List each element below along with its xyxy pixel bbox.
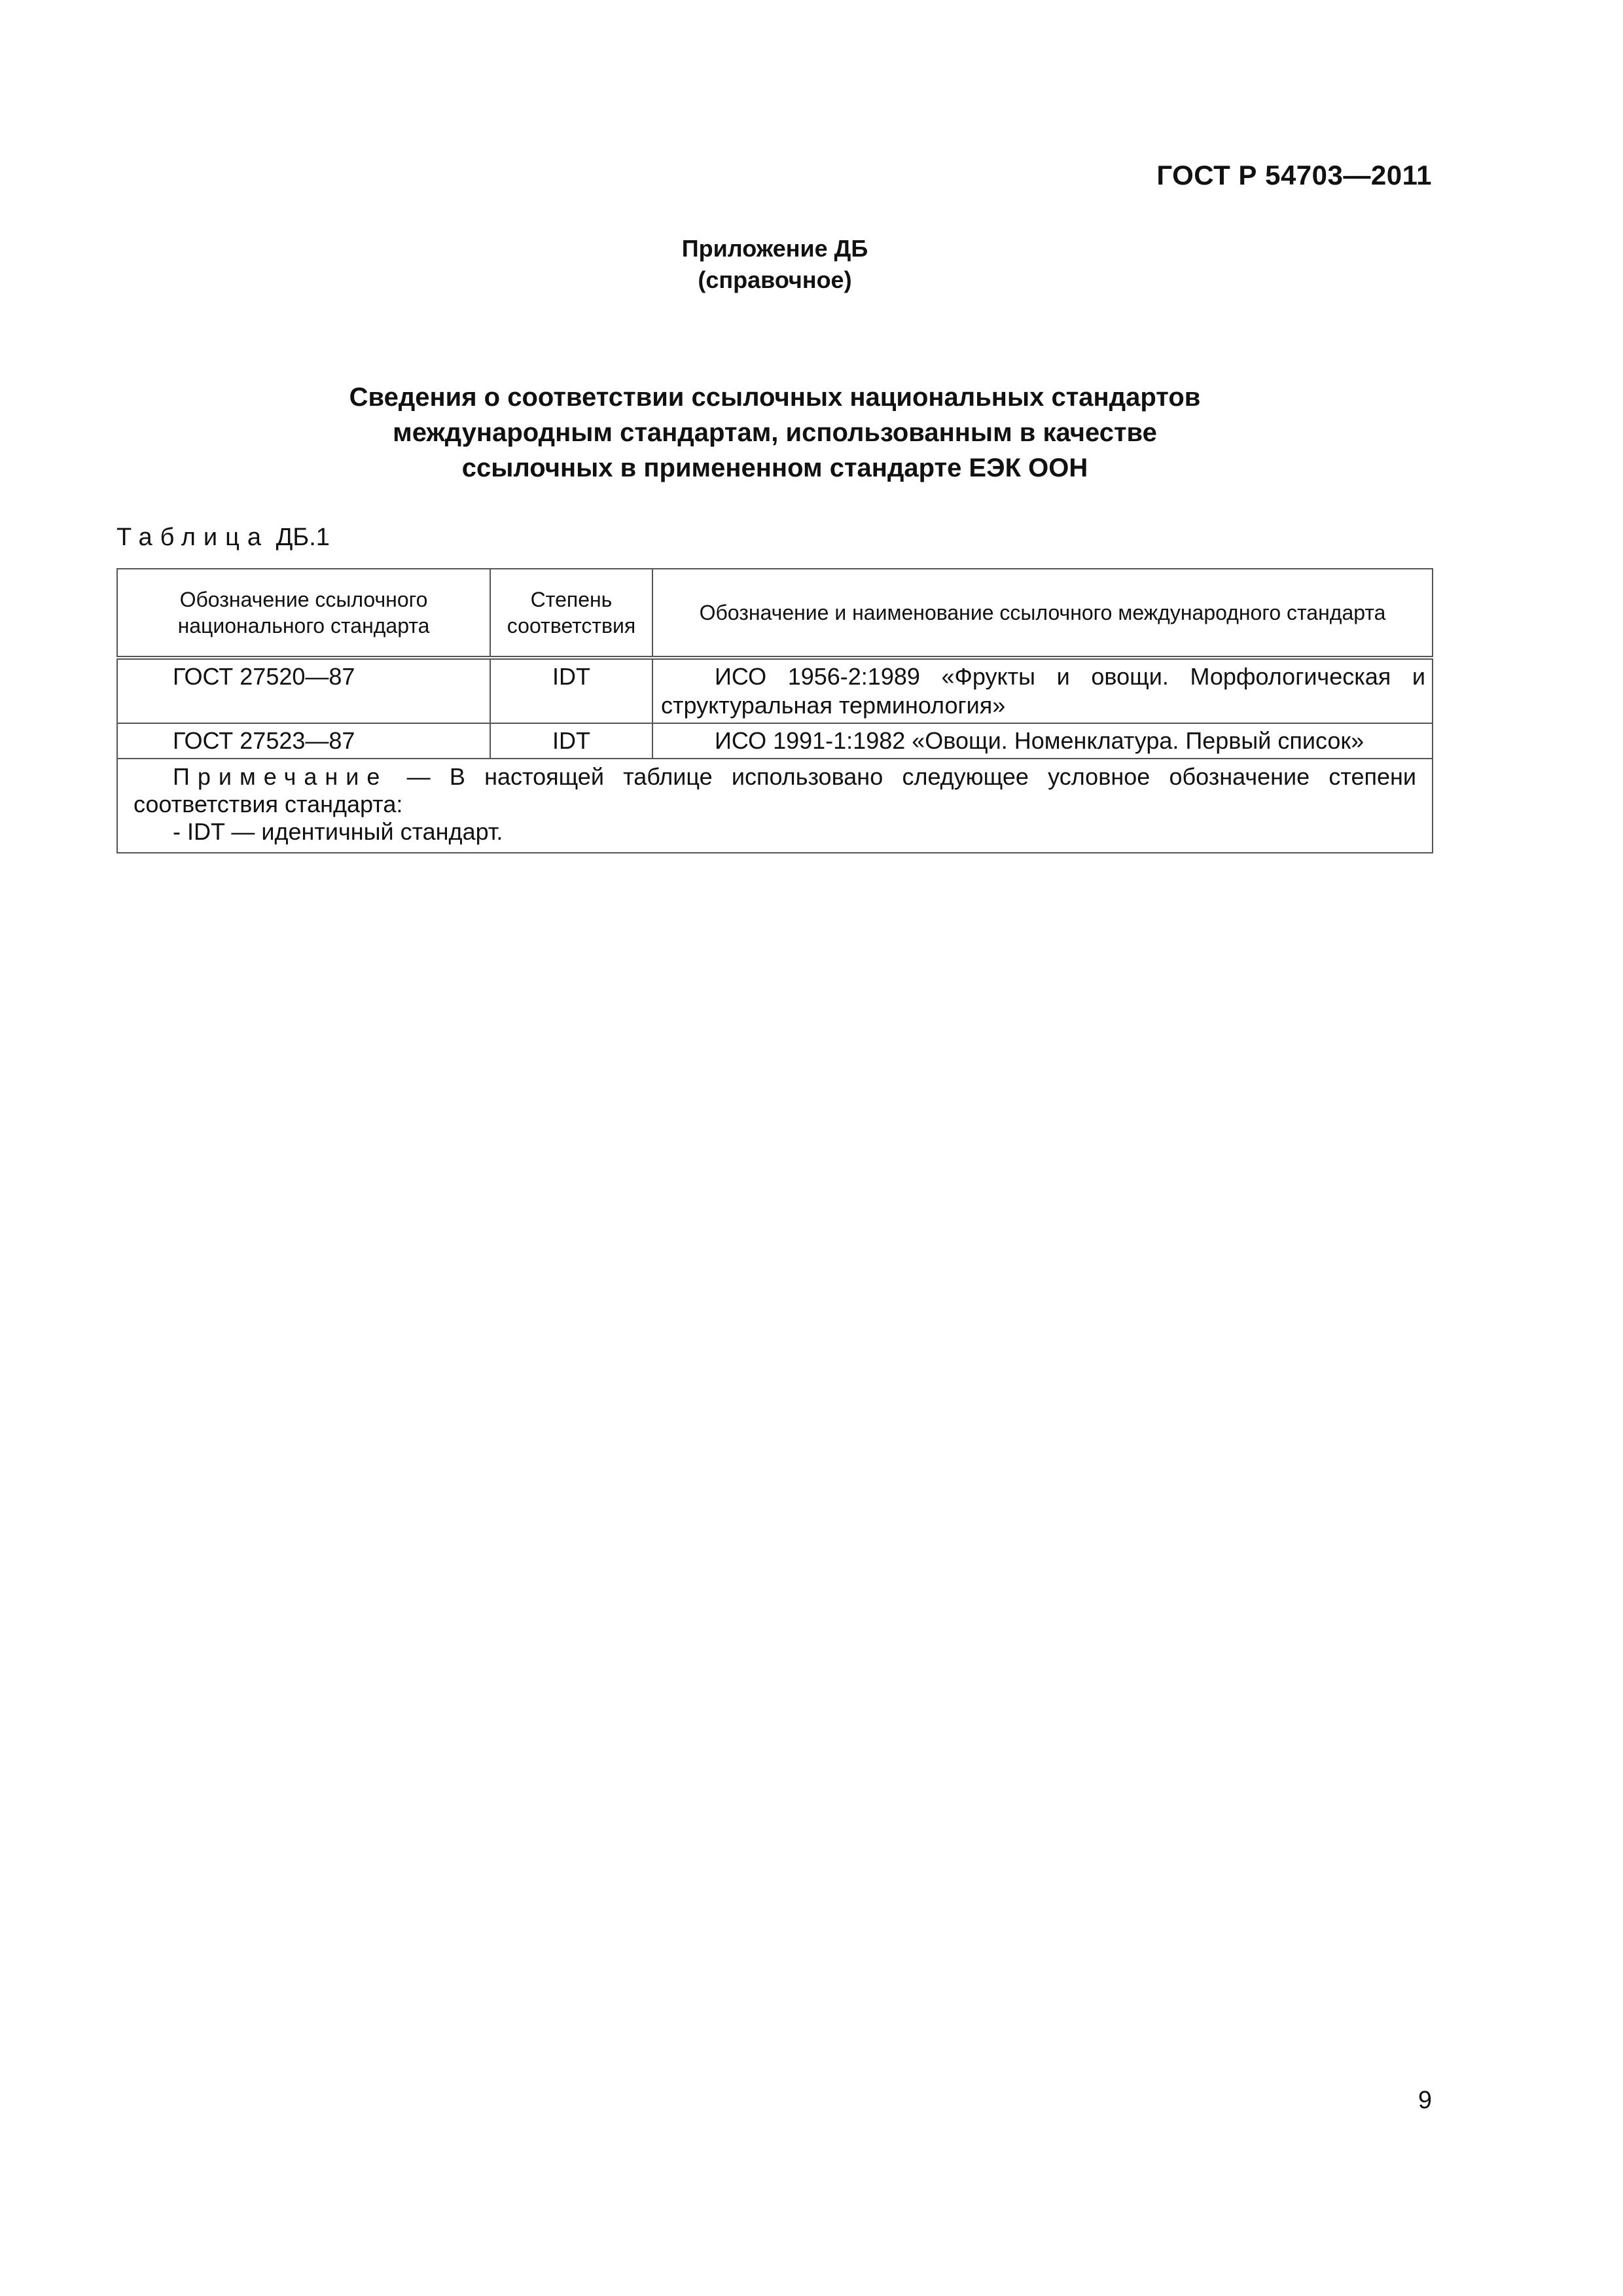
appendix-heading <box>0 233 1550 296</box>
table-caption-number: ДБ.1 <box>276 524 330 551</box>
section-title-line-1: Сведения о соответствии ссылочных национальных стандартов <box>349 383 1201 412</box>
national-standard-code: ГОСТ 27520—87 <box>117 658 490 723</box>
degree-value: IDT <box>490 658 652 723</box>
table-header-row <box>117 569 1433 658</box>
appendix-title: Приложение ДБ <box>681 235 868 262</box>
page-number: 9 <box>1418 2087 1432 2114</box>
section-title <box>0 380 1550 486</box>
header-international-standard: Обозначение и наименование ссылочного международного стандарта <box>652 569 1433 658</box>
table-row <box>117 723 1433 759</box>
note-item: - IDT — идентичный стандарт. <box>173 818 503 845</box>
table-caption-label: Таблица <box>116 524 269 551</box>
appendix-subtitle: (справочное) <box>698 266 852 293</box>
international-standard-name: ИСО 1956-2:1989 «Фрукты и овощи. Морфологическая и структуральная терминология» <box>652 658 1433 723</box>
header-degree: Степень соответствия <box>490 569 652 658</box>
degree-value: IDT <box>490 723 652 759</box>
correspondence-table <box>116 568 1433 853</box>
international-standard-name: ИСО 1991-1:1982 «Овощи. Номенклатура. Первый список» <box>652 723 1433 759</box>
note-label: Примечание <box>173 763 388 790</box>
table-note <box>117 759 1433 853</box>
table-note-row <box>117 759 1433 853</box>
document-code: ГОСТ Р 54703—2011 <box>1156 160 1432 190</box>
national-standard-code: ГОСТ 27523—87 <box>117 723 490 759</box>
table-caption <box>116 524 330 552</box>
section-title-line-3: ссылочных в примененном стандарте ЕЭК ООН <box>461 454 1088 482</box>
table-row <box>117 658 1433 723</box>
note-body: — В настоящей таблице использовано следующее условное обозначение степени соответствия стандарта: <box>134 763 1416 817</box>
header-national-standard: Обозначение ссылочного национального стандарта <box>117 569 490 658</box>
note-text <box>134 763 1416 818</box>
section-title-line-2: международным стандартам, использованным в качестве <box>393 418 1157 447</box>
